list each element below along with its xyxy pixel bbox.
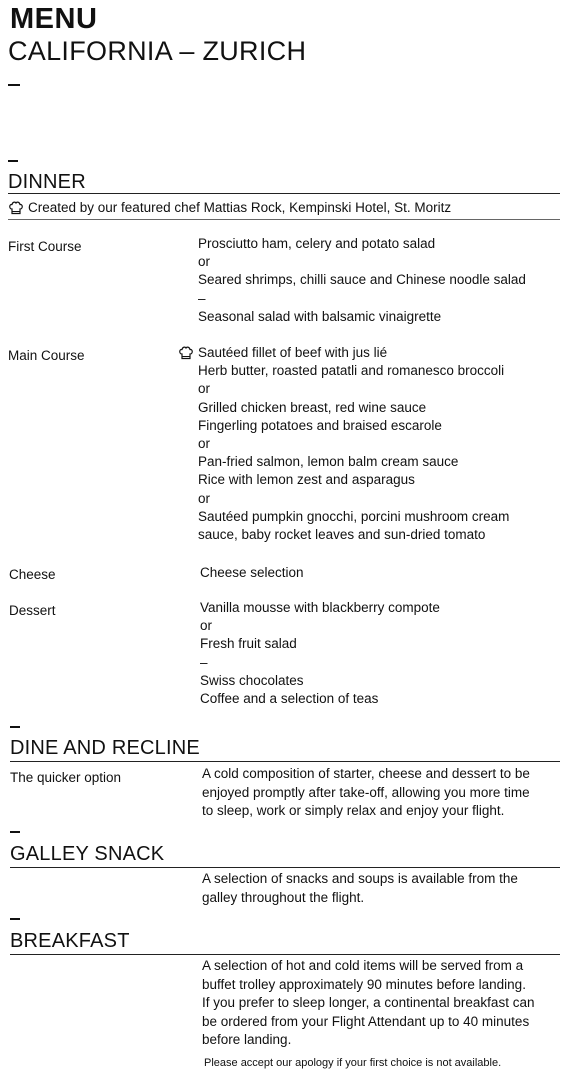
paragraph-line: be ordered from your Flight Attendant up to 40 minutes	[202, 1013, 530, 1029]
menu-item: or	[198, 254, 211, 270]
paragraph-line: A cold composition of starter, cheese and dessert to be	[202, 766, 530, 781]
paragraph-line: If you prefer to sleep longer, a continental breakfast can	[202, 995, 535, 1011]
menu-item: or	[198, 381, 211, 397]
header-dash	[8, 84, 20, 86]
breakfast-rule	[10, 954, 560, 955]
dine-recline-rule	[10, 761, 560, 762]
menu-item: sauce, baby rocket leaves and sun-dried tomato	[198, 527, 486, 543]
menu-item: –	[198, 290, 206, 306]
menu-title: MENU	[10, 3, 98, 35]
menu-item: Swiss chocolates	[200, 672, 304, 688]
dine-recline-text	[202, 765, 530, 821]
galley-snack-rule	[10, 867, 560, 868]
menu-item: or	[198, 490, 211, 506]
menu-item: Grilled chicken breast, red wine sauce	[198, 399, 427, 415]
footer-note: Please accept our apology if your first choice is not available.	[204, 1057, 502, 1069]
section-dash	[8, 160, 18, 162]
dessert-label: Dessert	[9, 603, 56, 618]
paragraph-line: before landing.	[202, 1032, 292, 1048]
paragraph-line: buffet trolley approximately 90 minutes before landing.	[202, 976, 526, 992]
chef-hat-icon	[8, 201, 24, 215]
breakfast-text	[202, 957, 534, 1050]
menu-item: Sautéed fillet of beef with jus lié	[198, 345, 388, 360]
menu-item: Herb butter, roasted patatli and romanesco broccoli	[198, 363, 505, 379]
galley-snack-text	[202, 870, 518, 907]
route-title: CALIFORNIA – ZURICH	[8, 36, 307, 66]
menu-item: Seared shrimps, chilli sauce and Chinese noodle salad	[198, 272, 526, 288]
main-course-label: Main Course	[8, 348, 85, 363]
dine-recline-title: DINE AND RECLINE	[10, 737, 200, 759]
menu-item: Vanilla mousse with blackberry compote	[200, 600, 440, 615]
section-dash	[10, 918, 20, 920]
paragraph-line: A selection of hot and cold items will be served from a	[202, 958, 524, 973]
galley-snack-title: GALLEY SNACK	[10, 843, 165, 865]
menu-item: Cheese selection	[200, 565, 304, 580]
chef-hat-icon	[178, 346, 194, 360]
chef-note	[8, 199, 451, 217]
menu-item: Sautéed pumpkin gnocchi, porcini mushroom cream	[198, 508, 510, 524]
dessert-items	[200, 599, 440, 708]
paragraph-line: A selection of snacks and soups is available from the	[202, 871, 518, 886]
menu-item: Seasonal salad with balsamic vinaigrette	[198, 308, 442, 324]
section-dash	[10, 831, 20, 833]
paragraph-line: galley throughout the flight.	[202, 889, 365, 905]
menu-item: –	[200, 654, 208, 670]
chef-rule	[8, 219, 560, 220]
dinner-title: DINNER	[8, 171, 86, 193]
paragraph-line: to sleep, work or simply relax and enjoy your flight.	[202, 803, 505, 819]
menu-item: Fresh fruit salad	[200, 636, 297, 652]
menu-item: Fingerling potatoes and braised escarole	[198, 417, 442, 433]
chef-note-text: Created by our featured chef Mattias Rock, Kempinski Hotel, St. Moritz	[28, 200, 452, 215]
menu-item: Prosciutto ham, celery and potato salad	[198, 236, 436, 251]
menu-item: or	[200, 618, 213, 634]
first-course-items	[198, 235, 526, 326]
quicker-option-label: The quicker option	[10, 770, 122, 785]
first-course-label: First Course	[8, 239, 82, 254]
breakfast-title: BREAKFAST	[10, 930, 130, 952]
paragraph-line: enjoyed promptly after take-off, allowing you more time	[202, 784, 530, 800]
main-course-items	[198, 344, 509, 544]
menu-item: or	[198, 436, 211, 452]
cheese-label: Cheese	[9, 567, 56, 582]
section-dash	[10, 726, 20, 728]
menu-item: Coffee and a selection of teas	[200, 691, 379, 707]
menu-item: Pan-fried salmon, lemon balm cream sauce	[198, 454, 459, 470]
cheese-items	[200, 564, 304, 582]
menu-item: Rice with lemon zest and asparagus	[198, 472, 415, 488]
dinner-rule	[8, 193, 560, 194]
